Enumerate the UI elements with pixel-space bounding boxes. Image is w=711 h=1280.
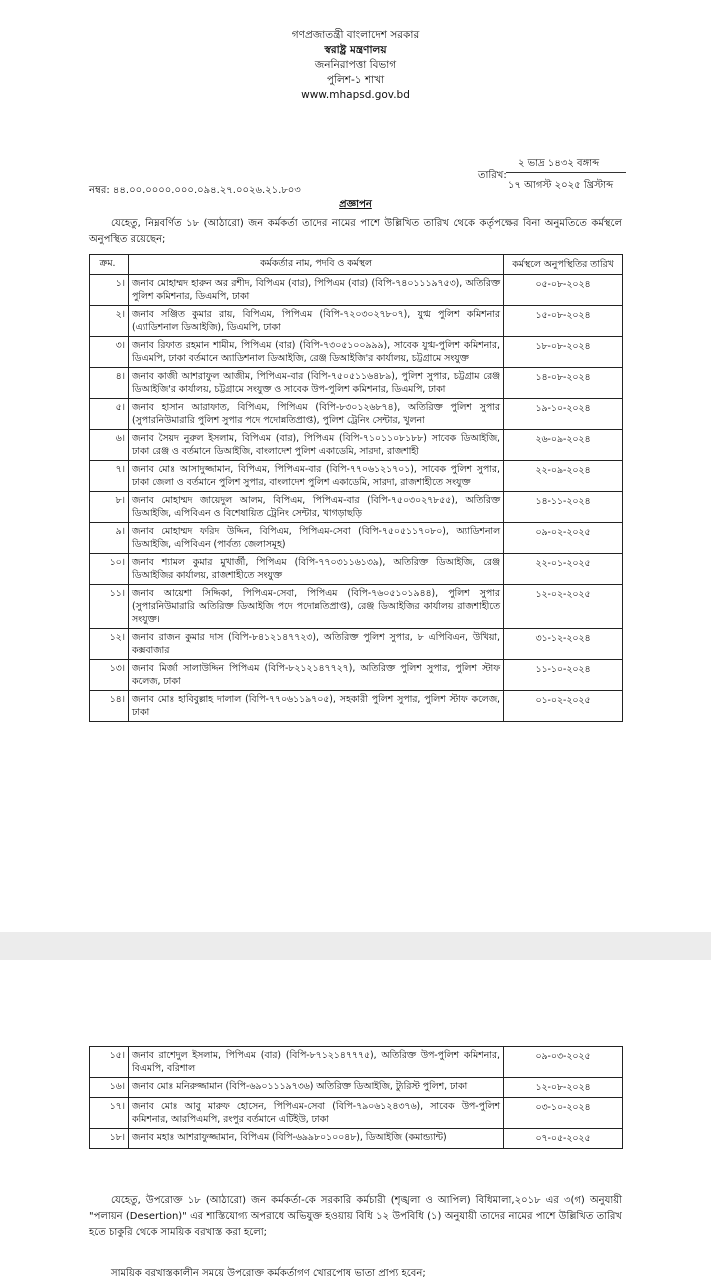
table-row (90, 691, 623, 722)
date-divider (506, 172, 626, 173)
website-link[interactable]: www.mhapsd.gov.bd (301, 89, 410, 101)
row-officer-details: জনাব মহাঃ আশরাফুজ্জামান, বিপিএম (বিপি-৬৯৯৮০১০০৪৮), ডিআইজি (কমান্ড্যান্ট) (129, 1129, 504, 1149)
row-officer-details: জনাব সৈয়দ নুরুল ইসলাম, বিপিএম (বার), পিপিএম (বিপি-৭১০১১০৮১৮৮) সাবেক ডিআইজি, ঢাকা রেঞ্জ ও বর্তমানে ডিআইজি, বাংলাদেশ পুলিশ একাডেমি, সারদা, রাজশাহী (129, 430, 504, 461)
govt-name: গণপ্রজাতন্ত্রী বাংলাদেশ সরকার (291, 29, 420, 41)
row-absence-date: ২২-০১-২০২৫ (504, 554, 623, 585)
col-header-serial: ক্রম. (90, 255, 129, 275)
row-officer-details: জনাব রাশেদুল ইসলাম, পিপিএম (বার) (বিপি-৮৭১২১৪৭৭৭৫), অতিরিক্ত উপ-পুলিশ কমিশনার, বিএমপি, বরিশাল (129, 1047, 504, 1078)
row-serial: ১৬। (90, 1078, 129, 1098)
row-absence-date: ১৪-১১-২০২৪ (504, 492, 623, 523)
table-row (90, 399, 623, 430)
letterhead (0, 28, 711, 103)
row-absence-date: ১৯-১০-২০২৪ (504, 399, 623, 430)
row-absence-date: ১২-০২-২০২৫ (504, 585, 623, 629)
row-serial: ৯। (90, 523, 129, 554)
date-bangla: ২ ভাদ্র ১৪৩২ বঙ্গাব্দ (518, 158, 600, 169)
date-gregorian: ১৭ আগস্ট ২০২৫ খ্রিস্টাব্দ (508, 180, 614, 191)
row-absence-date: ১২-০৮-২০২৪ (504, 1078, 623, 1098)
row-serial: ৫। (90, 399, 129, 430)
officers-table-page2 (89, 1046, 623, 1149)
table-row (90, 523, 623, 554)
closing-paragraph: যেহেতু, উপরোক্ত ১৮ (আঠারো) জন কর্মকর্তা-কে সরকারি কর্মচারী (শৃঙ্খলা ও আপিল) বিধিমালা,২০১৮ এর ৩(গ) অনুযায়ী "পলায়ন (Desertion)" এর শাস্তিযোগ্য অপরাধে অভিযুক্ত হওয়ায় বিধি ১২ উপবিধি (১) অনুযায়ী তাদের নামের পাশে উল্লিখিত তারিখ হতে চাকুরি থেকে সাময়িক বরখাস্ত করা হলো; (89, 1195, 622, 1238)
row-serial: ৩। (90, 337, 129, 368)
row-officer-details: জনাব মোহাম্মদ ফরিদ উদ্দিন, বিপিএম, পিপিএম-সেবা (বিপি-৭৫০৫১১৭০৮০), অ্যাডিশনাল ডিআইজি, এপিবিএন (পার্বত্য জেলাসমূহ) (129, 523, 504, 554)
table-row (90, 430, 623, 461)
row-absence-date: ১৫-০৮-২০২৪ (504, 306, 623, 337)
row-officer-details: জনাব শ্যামল কুমার মুখার্জী, পিপিএম (বিপি-৭৭০৩১১৬১৩৯), অতিরিক্ত ডিআইজি, রেঞ্জ ডিআইজির কার্যালয়, রাজশাহীতে সংযুক্ত (129, 554, 504, 585)
row-officer-details: জনাব হাসান আরাফাত, বিপিএম, পিপিএম (বিপি-৮৩০১২৬৮৭৪), অতিরিক্ত পুলিশ সুপার (সুপারনিউমারারি পুলিশ সুপার পদে পদোন্নতিপ্রাপ্ত), পুলিশ ট্রেনিং সেন্টার, খুলনা (129, 399, 504, 430)
row-absence-date: ২২-০৯-২০২৪ (504, 461, 623, 492)
row-serial: ১৪। (90, 691, 129, 722)
intro-paragraph: যেহেতু, নিম্নবর্ণিত ১৮ (আঠারো) জন কর্মকর্তা তাদের নামের পাশে উল্লিখিত তারিখ থেকে কর্তৃপক্ষের বিনা অনুমতিতে কর্মস্থলে অনুপস্থিত রয়েছেন; (89, 218, 622, 245)
row-absence-date: ১৮-০৮-২০২৪ (504, 337, 623, 368)
document-title: প্রজ্ঞাপন (339, 199, 372, 210)
row-serial: ১৫। (90, 1047, 129, 1078)
officers-table-page1 (89, 254, 623, 722)
row-absence-date: ১৪-০৮-২০২৪ (504, 368, 623, 399)
table-row (90, 275, 623, 306)
row-serial: ১১। (90, 585, 129, 629)
col-header-name: কর্মকর্তার নাম, পদবি ও কর্মস্থল (129, 255, 504, 275)
row-absence-date: ০১-০২-২০২৫ (504, 691, 623, 722)
table-row (90, 1047, 623, 1078)
table-row (90, 1078, 623, 1098)
table-row (90, 461, 623, 492)
table-row (90, 1129, 623, 1149)
memo-number: নম্বর: ৪৪.০০.০০০০.০০০.০৯৪.২৭.০০২৬.২১.৮০৩ (89, 185, 301, 196)
row-serial: ১৭। (90, 1098, 129, 1129)
row-officer-details: জনাব আয়েশা সিদ্দিকা, পিপিএম-সেবা, পিপিএম (বিপি-৭৬০৫১০১৯৪৪), পুলিশ সুপার (সুপারনিউমারারি অতিরিক্ত ডিআইজি পদে পদোন্নতিপ্রাপ্ত), রেঞ্জ ডিআইজির কার্যালয় রাজশাহীতে সংযুক্ত। (129, 585, 504, 629)
row-officer-details: জনাব রিফাত রহমান শামীম, পিপিএম (বার) (বিপি-৭৩০৫১০০৯৯৯), সাবেক যুগ্ম-পুলিশ কমিশনার, ডিএমপি, ঢাকা বর্তমানে অ্যাডিশনাল ডিআইজি, রেঞ্জ ডিআইজি'র কার্যালয়, চট্টগ্রামে সংযুক্ত (129, 337, 504, 368)
table-row (90, 629, 623, 660)
row-officer-details: জনাব মোঃ আসাদুজ্জামান, বিপিএম, পিপিএম-বার (বিপি-৭৭০৬১২১৭০১), সাবেক পুলিশ সুপার, ঢাকা জেলা ও বর্তমানে পুলিশ সুপার, বাংলাদেশ পুলিশ একাডেমি, সারদা, রাজশাহীতে সংযুক্ত (129, 461, 504, 492)
table-row (90, 554, 623, 585)
row-absence-date: ০৯-০৩-২০২৫ (504, 1047, 623, 1078)
table-row (90, 368, 623, 399)
row-officer-details: জনাব কাজী আশরাফুল আজীম, পিপিএম-বার (বিপি-৭৫০৫১১৬৪৮৯), পুলিশ সুপার, চট্টগ্রাম রেঞ্জ ডিআইজি'র কার্যালয়, চট্টগ্রামে সংযুক্ত ও সাবেক উপ-পুলিশ কমিশনার, ডিএমপি, ঢাকা (129, 368, 504, 399)
row-absence-date: ২৬-০৯-২০২৪ (504, 430, 623, 461)
row-serial: ১। (90, 275, 129, 306)
row-officer-details: জনাব মোঃ হাবিবুল্লাহ দালাল (বিপি-৭৭০৬১১৯৭০৫), সহকারী পুলিশ সুপার, পুলিশ স্টাফ কলেজ, ঢাকা (129, 691, 504, 722)
division-name: জননিরাপত্তা বিভাগ (314, 59, 397, 71)
row-serial: ৭। (90, 461, 129, 492)
branch-name: পুলিশ-১ শাখা (326, 74, 385, 86)
row-serial: ৮। (90, 492, 129, 523)
row-absence-date: ০৭-০৫-২০২৫ (504, 1129, 623, 1149)
row-serial: ১২। (90, 629, 129, 660)
row-officer-details: জনাব মির্জা সালাউদ্দিন পিপিএম (বিপি-৮২১২১৪৭৭২৭), অতিরিক্ত পুলিশ সুপার, পুলিশ স্টাফ কলেজ, ঢাকা (129, 660, 504, 691)
footer-note: সাময়িক বরখাস্তকালীন সময়ে উপরোক্ত কর্মকর্তাগণ খোরপোষ ভাতা প্রাপ্য হবেন; (111, 1268, 426, 1279)
ministry-name: স্বরাষ্ট্র মন্ত্রণালয় (324, 44, 387, 56)
row-absence-date: ০৩-১০-২০২৪ (504, 1098, 623, 1129)
row-serial: ১৮। (90, 1129, 129, 1149)
row-serial: ৪। (90, 368, 129, 399)
table-row (90, 660, 623, 691)
table-row (90, 492, 623, 523)
row-serial: ২। (90, 306, 129, 337)
table-row (90, 337, 623, 368)
row-serial: ১০। (90, 554, 129, 585)
table-row (90, 1098, 623, 1129)
table-row (90, 306, 623, 337)
row-absence-date: ০৫-০৮-২০২৪ (504, 275, 623, 306)
row-officer-details: জনাব মোহাম্মদ জায়েদুল আলম, বিপিএম, পিপিএম-বার (বিপি-৭৫০৩০২৭৮৫৫), অতিরিক্ত ডিআইজি, এপিবিএন ও বিশেষায়িত ট্রেনিং সেন্টার, খাগড়াছড়ি (129, 492, 504, 523)
row-officer-details: জনাব মোঃ মনিরুজ্জামান (বিপি-৬৯০১১১৯৭৩৬) অতিরিক্ত ডিআইজি, ট্যুরিস্ট পুলিশ, ঢাকা (129, 1078, 504, 1098)
date-label: তারিখ: (478, 170, 507, 181)
table-row (90, 585, 623, 629)
row-officer-details: জনাব রাজন কুমার দাস (বিপি-৮৪১২১৪৭৭২৩), অতিরিক্ত পুলিশ সুপার, ৮ এপিবিএন, উখিয়া, কক্সবাজার (129, 629, 504, 660)
row-officer-details: জনাব সঞ্জিত কুমার রায়, বিপিএম, পিপিএম (বিপি-৭২০৩০২৭৮০৭), যুগ্ম পুলিশ কমিশনার (এ্যাডিশনাল ডিআইজি), ডিএমপি, ঢাকা (129, 306, 504, 337)
row-absence-date: ০৯-০২-২০২৫ (504, 523, 623, 554)
col-header-date: কর্মস্থলে অনুপস্থিতির তারিখ (504, 255, 623, 275)
row-absence-date: ৩১-১২-২০২৪ (504, 629, 623, 660)
row-serial: ১৩। (90, 660, 129, 691)
row-officer-details: জনাব মোহাম্মদ হারুন অর রশীদ, বিপিএম (বার), পিপিএম (বার) (বিপি-৭৪০১১১৯৭৫৩), অতিরিক্ত পুলিশ কমিশনার, ডিএমপি, ঢাকা (129, 275, 504, 306)
row-serial: ৬। (90, 430, 129, 461)
row-absence-date: ১১-১০-২০২৪ (504, 660, 623, 691)
row-officer-details: জনাব মোঃ আবু মারুফ হোসেন, পিপিএম-সেবা (বিপি-৭৯০৬১২৪৩৭৬), সাবেক উপ-পুলিশ কমিশনার, আরপিএমপি, রংপুর বর্তমানে এটিইউ, ঢাকা (129, 1098, 504, 1129)
